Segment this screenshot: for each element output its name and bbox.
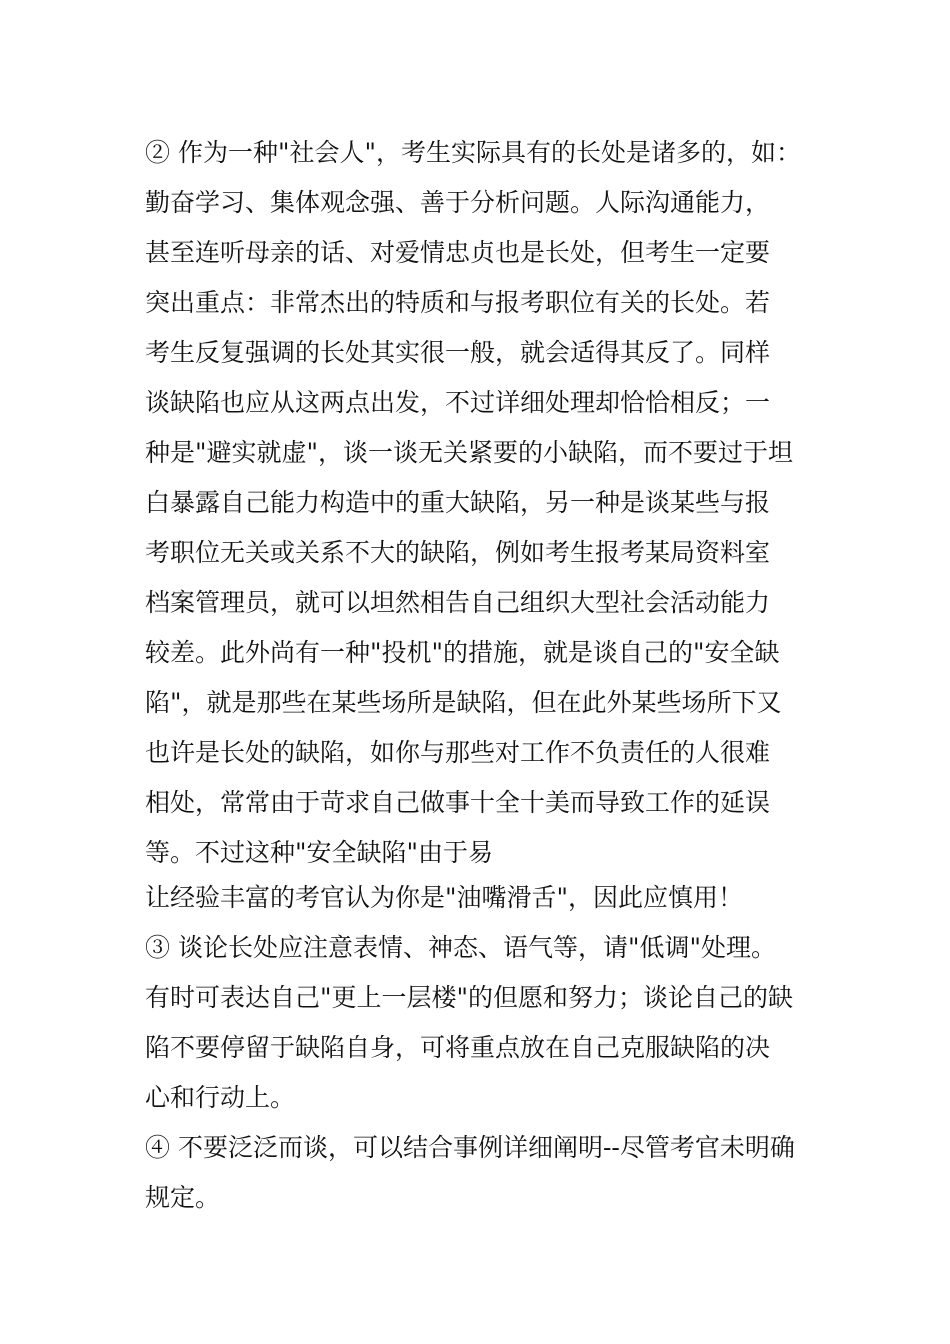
text-line: 考职位无关或关系不大的缺陷，例如考生报考某局资料室 bbox=[145, 538, 771, 567]
text-line: 考生反复强调的长处其实很一般，就会适得其反了。同样 bbox=[145, 338, 771, 367]
paragraph-tips bbox=[145, 873, 825, 1223]
text-line: 勤奋学习、集体观念强、善于分析问题。人际沟通能力， bbox=[145, 188, 771, 217]
text-line: ② 作为一种"社会人"，考生实际具有的长处是诸多的，如： bbox=[145, 138, 801, 167]
text-line: 较差。此外尚有一种"投机"的措施，就是谈自己的"安全缺 bbox=[145, 638, 780, 667]
text-line: 心和行动上。 bbox=[145, 1083, 296, 1112]
text-line: 等。不过这种"安全缺陷"由于易 bbox=[145, 838, 493, 867]
text-line: 陷"，就是那些在某些场所是缺陷，但在此外某些场所下又 bbox=[145, 688, 782, 717]
text-line: 相处，常常由于苛求自己做事十全十美而导致工作的延误 bbox=[145, 788, 771, 817]
text-line: 谈缺陷也应从这两点出发，不过详细处理却恰恰相反；一 bbox=[145, 388, 771, 417]
text-line: 规定。 bbox=[145, 1183, 221, 1212]
text-line: ④ 不要泛泛而谈，可以结合事例详细阐明--尽管考官未明确 bbox=[145, 1133, 795, 1162]
text-line: 白暴露自己能力构造中的重大缺陷，另一种是谈某些与报 bbox=[145, 488, 771, 517]
text-line: 也许是长处的缺陷，如你与那些对工作不负责任的人很难 bbox=[145, 738, 771, 767]
text-line: 档案管理员，就可以坦然相告自己组织大型社会活动能力 bbox=[145, 588, 771, 617]
text-line: 陷不要停留于缺陷自身，可将重点放在自己克服缺陷的决 bbox=[145, 1033, 771, 1062]
text-line: 种是"避实就虚"，谈一谈无关紧要的小缺陷，而不要过于坦 bbox=[145, 438, 794, 467]
text-line: 突出重点：非常杰出的特质和与报考职位有关的长处。若 bbox=[145, 288, 771, 317]
paragraph-strengths-weaknesses bbox=[145, 128, 825, 878]
text-line: ③ 谈论长处应注意表情、神态、语气等，请"低调"处理。 bbox=[145, 933, 776, 962]
text-line: 让经验丰富的考官认为你是"油嘴滑舌"，因此应慎用！ bbox=[145, 883, 744, 912]
text-line: 有时可表达自己"更上一层楼"的但愿和努力；谈论自己的缺 bbox=[145, 983, 794, 1012]
text-line: 甚至连听母亲的话、对爱情忠贞也是长处，但考生一定要 bbox=[145, 238, 771, 267]
